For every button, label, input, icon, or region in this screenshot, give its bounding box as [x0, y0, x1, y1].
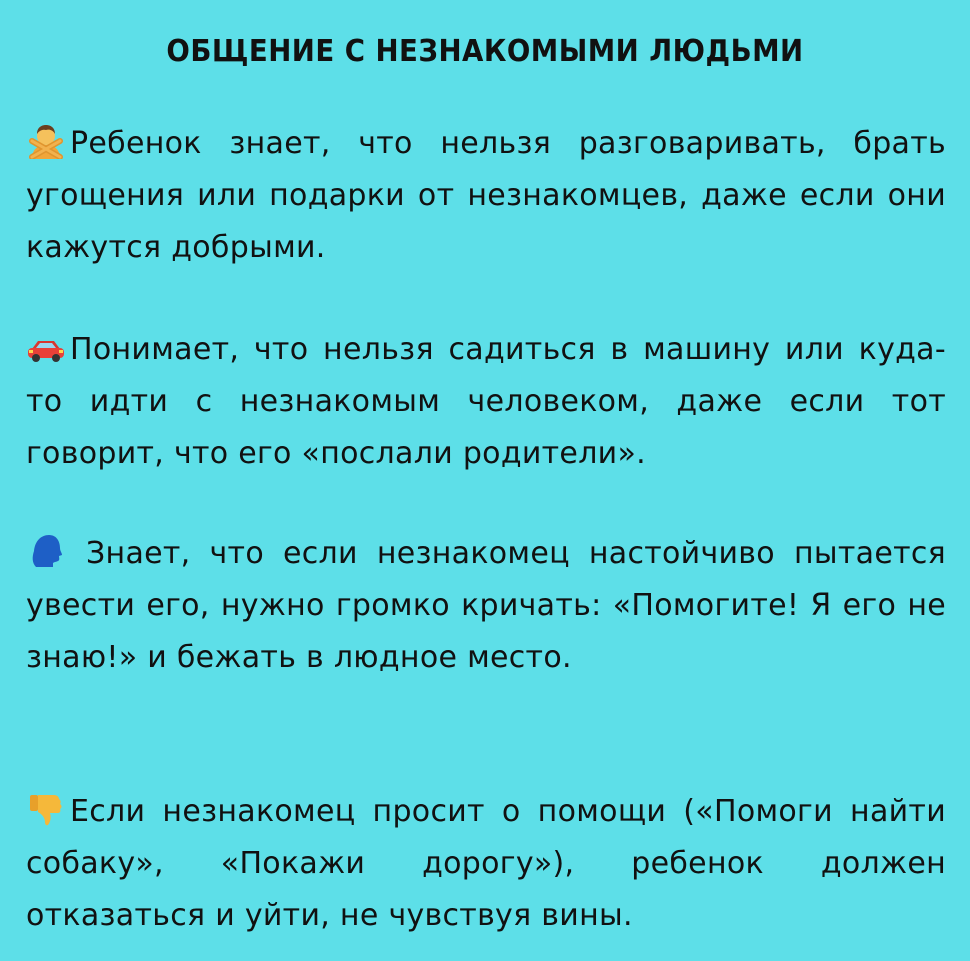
- thumbs-down-icon: [26, 791, 66, 827]
- rule-text-3: Знает, что если незнакомец настойчиво пытается увести его, нужно громко кричать: «Помогите! Я его не знаю!» и бежать в людное место.: [26, 536, 946, 675]
- rule-text-4: Если незнакомец просит о помощи («Помоги найти собаку», «Покажи дорогу»), ребенок должен отказаться и уйти, не чувствуя вины.: [26, 794, 946, 933]
- rule-item-4: [26, 786, 946, 942]
- page-title: ОБЩЕНИЕ С НЕЗНАКОМЫМИ ЛЮДЬМИ: [166, 34, 804, 69]
- rule-item-3: [26, 528, 946, 684]
- rule-item-1: [26, 118, 946, 274]
- rule-text-1: Ребенок знает, что нельзя разговаривать, брать угощения или подарки от незнакомцев, даже если они кажутся добрыми.: [26, 126, 946, 265]
- red-car-icon: [26, 329, 66, 365]
- rule-text-2: Понимает, что нельзя садиться в машину или куда-то идти с незнакомым человеком, даже если тот говорит, что его «послали родители».: [26, 332, 946, 471]
- rule-item-2: [26, 324, 946, 480]
- person-gesturing-no-icon: [26, 123, 66, 159]
- speaking-head-icon: [26, 533, 66, 569]
